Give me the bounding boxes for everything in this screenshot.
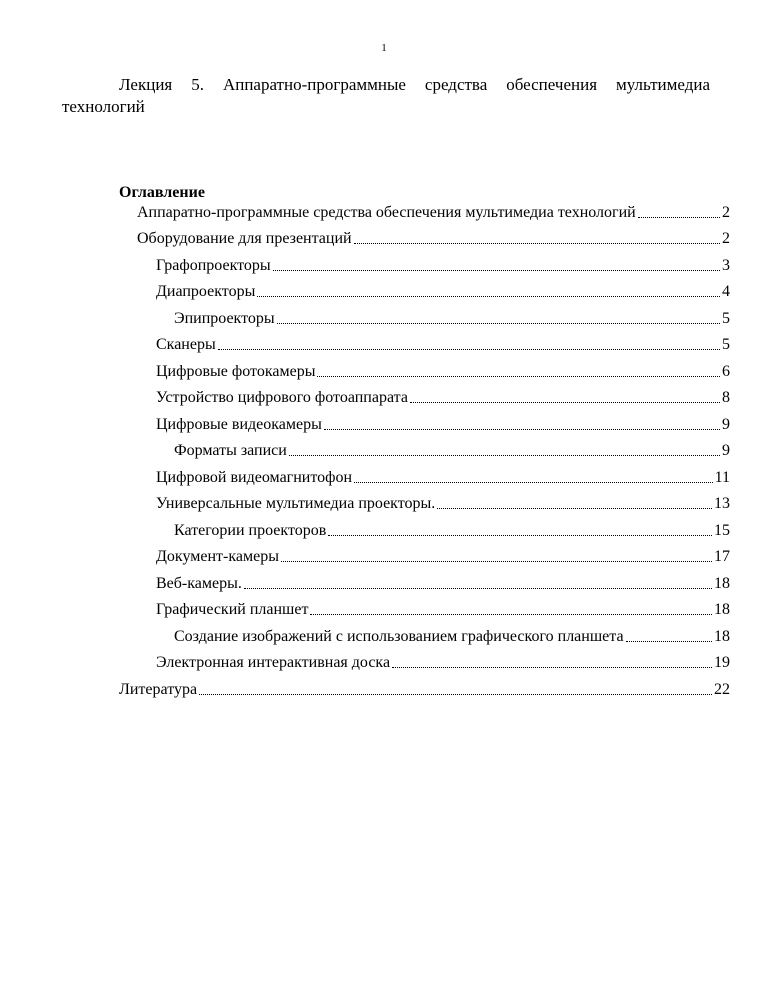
toc-entry-page: 13 xyxy=(714,495,730,512)
toc-entry-text: Цифровой видеомагнитофон xyxy=(156,469,353,486)
toc-entry-text: Графический планшет xyxy=(156,601,309,618)
toc-leader xyxy=(638,216,720,218)
toc-entry-text: Эпипроекторы xyxy=(174,310,275,327)
toc-entry-text: Цифровые фотокамеры xyxy=(156,363,316,380)
toc-entry-page: 6 xyxy=(722,363,730,380)
toc-leader xyxy=(328,534,712,536)
toc-entry-text: Устройство цифрового фотоаппарата xyxy=(156,389,408,406)
toc-entry-page: 18 xyxy=(714,601,730,618)
toc-entry[interactable] xyxy=(156,362,730,382)
toc-entry-text: Категории проекторов xyxy=(174,522,327,539)
toc-entry-page: 15 xyxy=(714,522,730,539)
toc-leader xyxy=(277,322,720,324)
toc-entry[interactable] xyxy=(174,441,730,461)
toc-entry-page: 2 xyxy=(722,230,730,247)
toc-entry-page: 11 xyxy=(714,469,730,486)
toc-leader xyxy=(354,481,713,483)
toc-entry[interactable] xyxy=(156,494,730,514)
toc-leader xyxy=(354,242,720,244)
toc-entry-page: 5 xyxy=(722,336,730,353)
toc-leader xyxy=(317,375,720,377)
toc-entry-text: Создание изображений с использованием графического планшета xyxy=(174,628,624,645)
toc-entry-text: Диапроекторы xyxy=(156,283,256,300)
toc-entry[interactable] xyxy=(119,680,730,700)
toc-entry-page: 2 xyxy=(722,204,730,221)
toc-entry[interactable] xyxy=(156,282,730,302)
toc-entry-page: 5 xyxy=(722,310,730,327)
toc-entry-text: Графопроекторы xyxy=(156,257,271,274)
toc-entry[interactable] xyxy=(137,203,730,223)
toc-leader xyxy=(324,428,720,430)
toc-entry[interactable] xyxy=(156,574,730,594)
toc-entry-page: 18 xyxy=(714,628,730,645)
toc-entry-text: Документ-камеры xyxy=(156,548,279,565)
toc-entry-text: Электронная интерактивная доска xyxy=(156,654,391,671)
toc-entry-text: Универсальные мультимедиа проекторы. xyxy=(156,495,436,512)
toc-leader xyxy=(281,560,712,562)
toc-entry[interactable] xyxy=(174,521,730,541)
toc-entry[interactable] xyxy=(156,256,730,276)
toc-entry-text: Сканеры xyxy=(156,336,216,353)
toc-leader xyxy=(218,348,720,350)
toc-leader xyxy=(199,693,712,695)
toc-entry[interactable] xyxy=(156,335,730,355)
toc-entry-page: 9 xyxy=(722,442,730,459)
page-number: 1 xyxy=(381,42,387,54)
toc-entry-page: 19 xyxy=(714,654,730,671)
toc-leader xyxy=(273,269,720,271)
toc-entry-page: 3 xyxy=(722,257,730,274)
toc-leader xyxy=(310,613,712,615)
toc-entry-text: Аппаратно-программные средства обеспечения мультимедиа технологий xyxy=(137,204,636,221)
toc-leader xyxy=(244,587,712,589)
toc-entry-text: Веб-камеры. xyxy=(156,575,242,592)
toc-entry-text: Оборудование для презентаций xyxy=(137,230,352,247)
toc-entry[interactable] xyxy=(174,309,730,329)
toc-entry-page: 18 xyxy=(714,575,730,592)
toc-leader xyxy=(626,640,712,642)
toc-entry-text: Цифровые видеокамеры xyxy=(156,416,322,433)
toc-leader xyxy=(257,295,720,297)
toc-entry-page: 9 xyxy=(722,416,730,433)
toc-leader xyxy=(410,401,720,403)
toc-entry[interactable] xyxy=(156,415,730,435)
toc-entry[interactable] xyxy=(137,229,730,249)
toc-entry[interactable] xyxy=(156,547,730,567)
toc-leader xyxy=(392,666,712,668)
toc-entry[interactable] xyxy=(174,627,730,647)
toc-heading: Оглавление xyxy=(119,184,205,201)
toc-entry-text: Литература xyxy=(119,681,198,698)
toc-entry-text: Форматы записи xyxy=(174,442,287,459)
lecture-title: Лекция 5. Аппаратно-программные средства обеспечения мультимедиа технологий xyxy=(62,75,710,116)
toc-leader xyxy=(289,454,720,456)
toc-entry[interactable] xyxy=(156,600,730,620)
toc-leader xyxy=(437,507,712,509)
toc-entry[interactable] xyxy=(156,653,730,673)
toc-entry-page: 8 xyxy=(722,389,730,406)
toc-entry-page: 22 xyxy=(714,681,730,698)
toc-entry[interactable] xyxy=(156,468,730,488)
toc-entry[interactable] xyxy=(156,388,730,408)
toc-entry-page: 17 xyxy=(714,548,730,565)
toc-entry-page: 4 xyxy=(722,283,730,300)
